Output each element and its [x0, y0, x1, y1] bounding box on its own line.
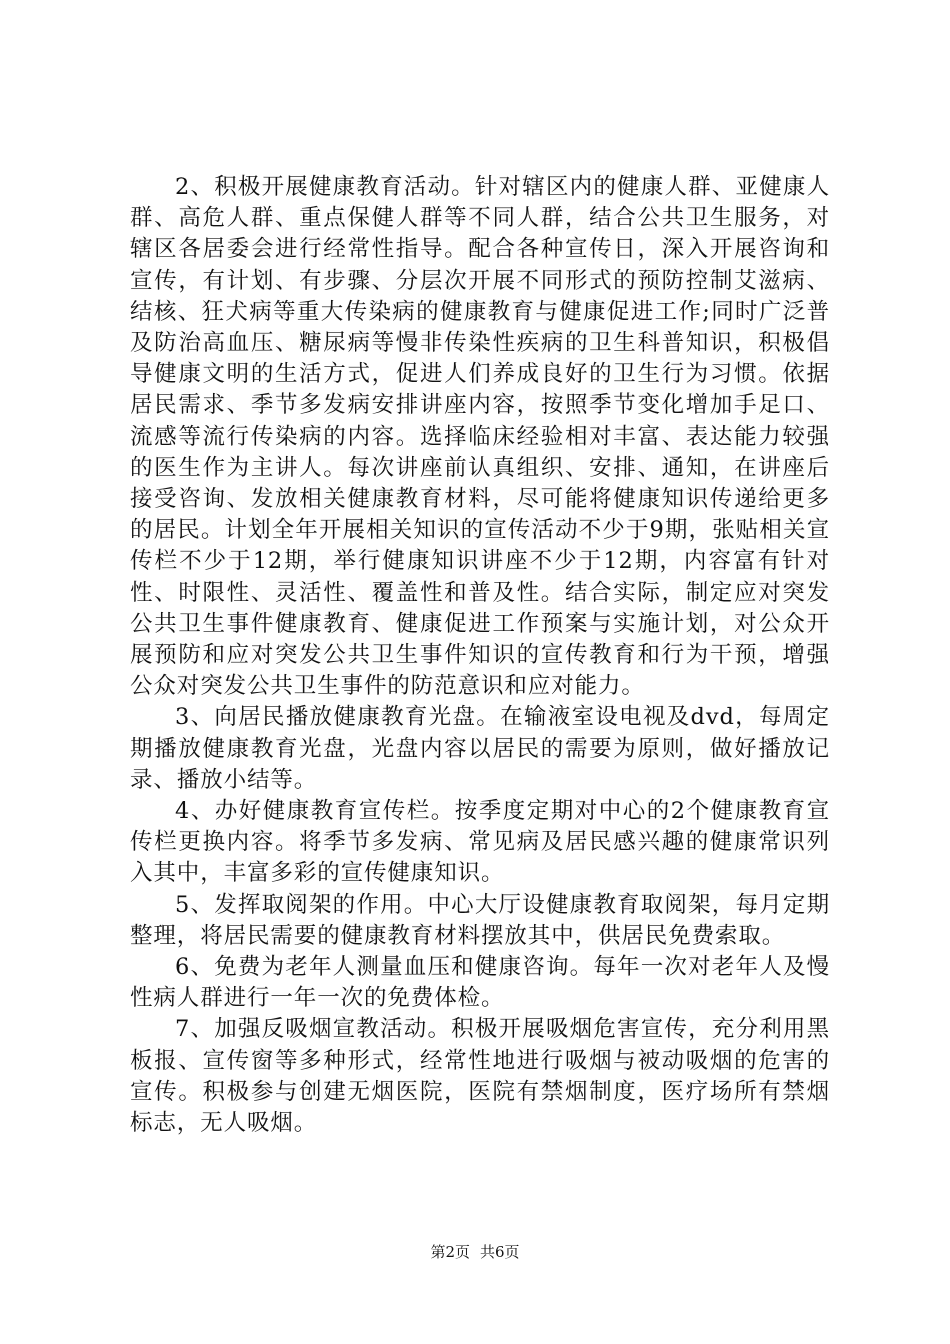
paragraph-4: 4、办好健康教育宣传栏。按季度定期对中心的2个健康教育宣传栏更换内容。将季节多发病、常见病及居民感兴趣的健康常识列入其中，丰富多彩的宣传健康知识。	[130, 798, 830, 887]
paragraph-6: 6、免费为老年人测量血压和健康咨询。每年一次对老年人及慢性病人群进行一年一次的免费体检。	[130, 954, 830, 1012]
paragraph-3: 3、向居民播放健康教育光盘。在输液室设电视及dvd，每周定期播放健康教育光盘，光盘内容以居民的需要为原则，做好播放记录、播放小结等。	[130, 704, 830, 793]
page-number-total: 共6页	[480, 1243, 520, 1261]
paragraph-5: 5、发挥取阅架的作用。中心大厅设健康教育取阅架，每月定期整理，将居民需要的健康教育材料摆放其中，供居民免费索取。	[130, 891, 830, 949]
document-body	[130, 172, 830, 1139]
paragraph-2: 2、积极开展健康教育活动。针对辖区内的健康人群、亚健康人群、高危人群、重点保健人群等不同人群，结合公共卫生服务，对辖区各居委会进行经常性指导。配合各种宣传日，深入开展咨询和宣传，有计划、有步骤、分层次开展不同形式的预防控制艾滋病、结核、狂犬病等重大传染病的健康教育与健康促进工作;同时广泛普及防治高血压、糖尿病等慢非传染性疾病的卫生科普知识，积极倡导健康文明的生活方式，促进人们养成良好的卫生行为习惯。依据居民需求、季节多发病安排讲座内容，按照季节变化增加手足口、流感等流行传染病的内容。选择临床经验相对丰富、表达能力较强的医生作为主讲人。每次讲座前认真组织、安排、通知，在讲座后接受咨询、发放相关健康教育材料，尽可能将健康知识传递给更多的居民。计划全年开展相关知识的宣传活动不少于9期，张贴相关宣传栏不少于12期，举行健康知识讲座不少于12期，内容富有针对性、时限性、灵活性、覆盖性和普及性。结合实际，制定应对突发公共卫生事件健康教育、健康促进工作预案与实施计划，对公众开展预防和应对突发公共卫生事件知识的宣传教育和行为干预，增强公众对突发公共卫生事件的防范意识和应对能力。	[130, 174, 830, 700]
page-footer	[0, 1242, 950, 1262]
page-number-current: 第2页	[430, 1243, 470, 1261]
paragraph-7: 7、加强反吸烟宣教活动。积极开展吸烟危害宣传，充分利用黑板报、宣传窗等多种形式，经常性地进行吸烟与被动吸烟的危害的宣传。积极参与创建无烟医院，医院有禁烟制度，医疗场所有禁烟标志，无人吸烟。	[130, 1016, 830, 1137]
